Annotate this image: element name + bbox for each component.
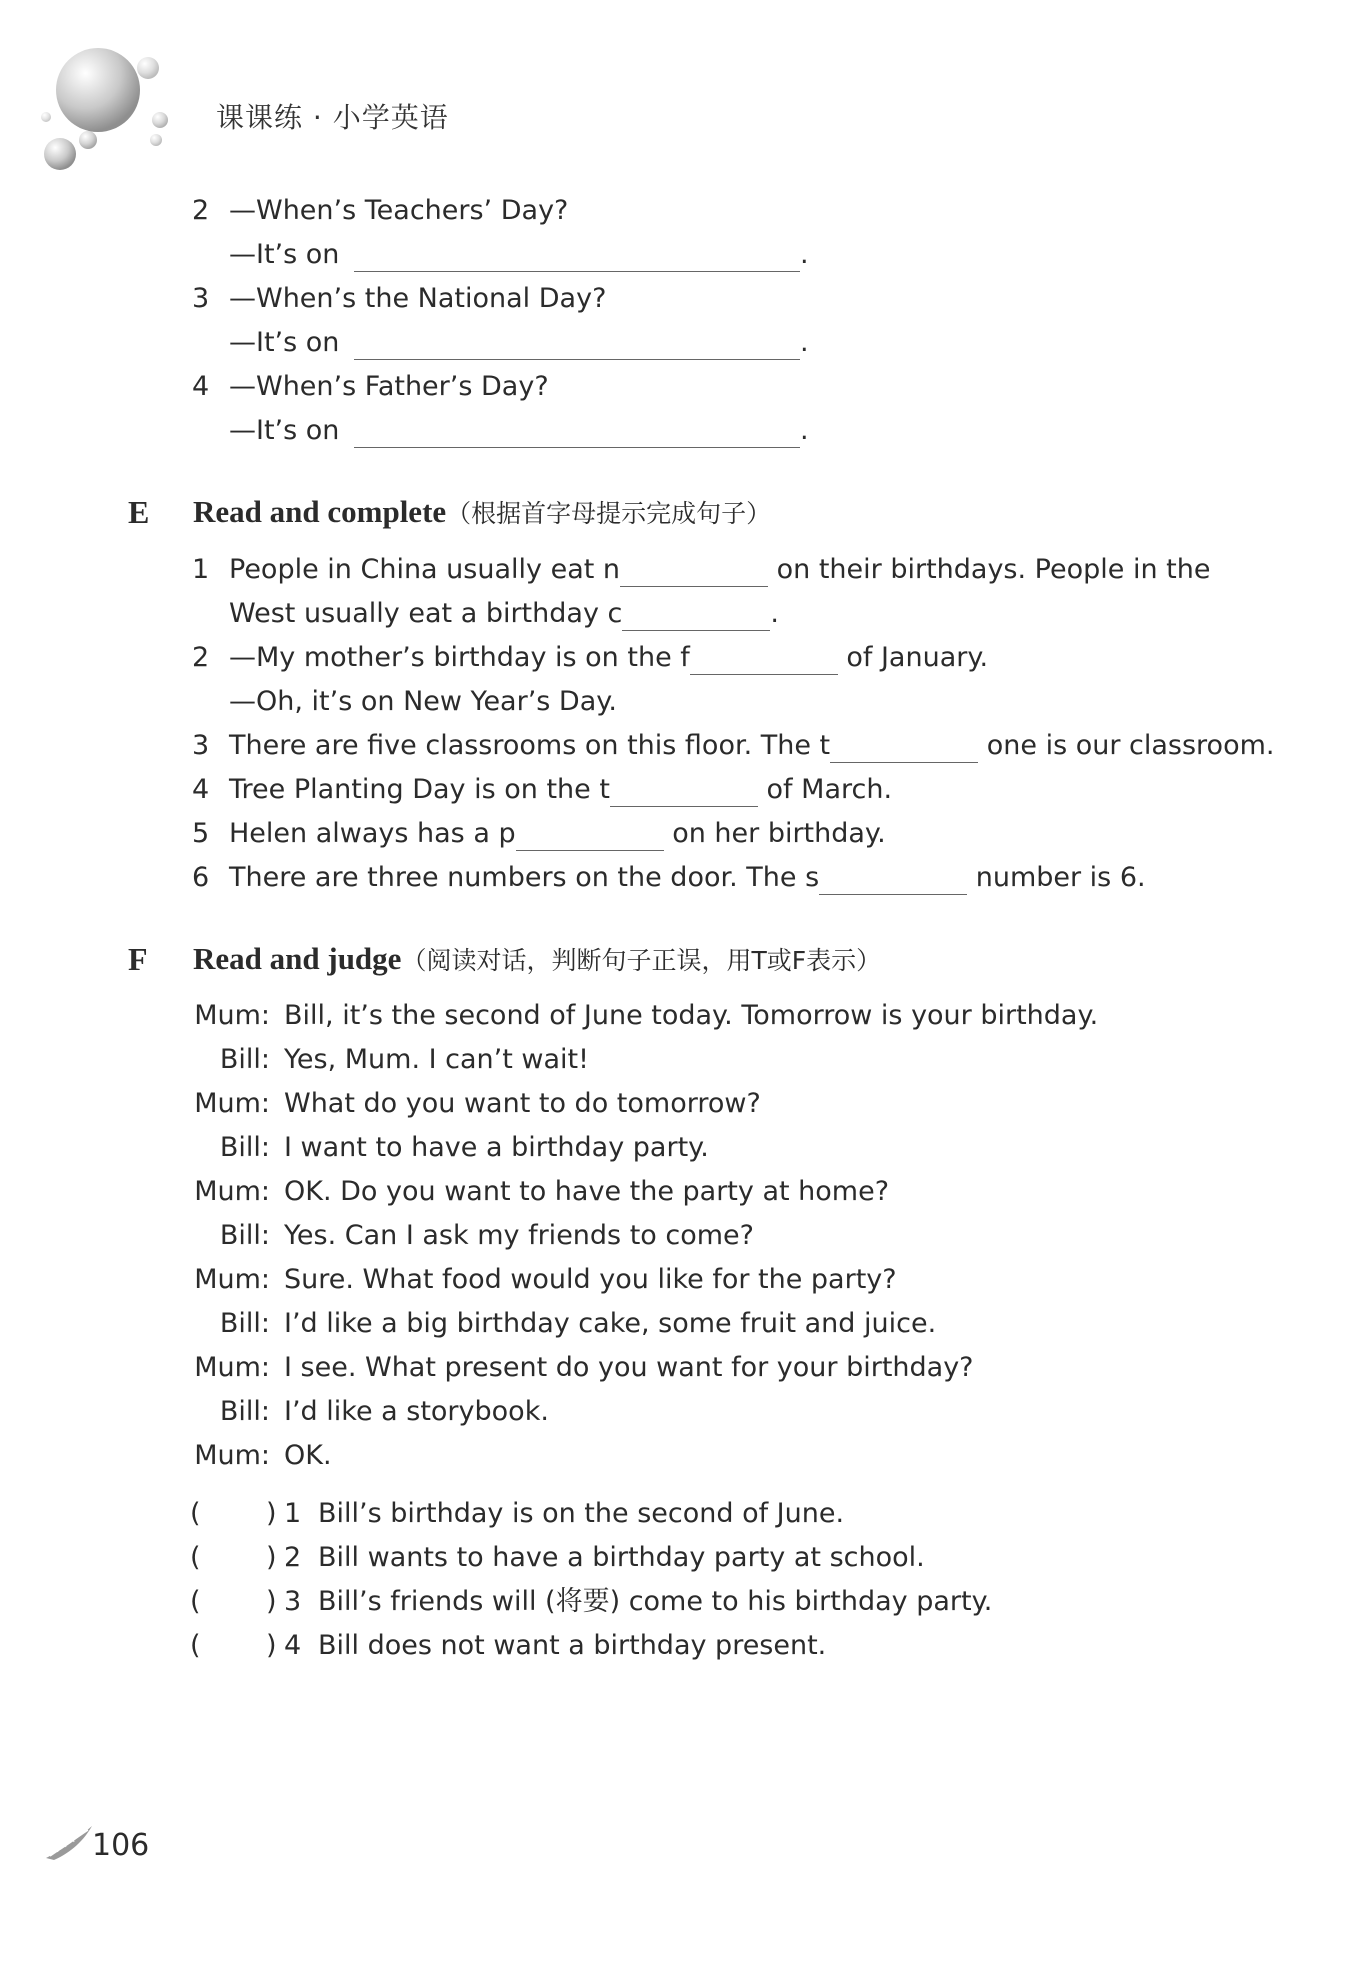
judge-4-close-paren: ) [266, 1630, 277, 1661]
d-item-4-number: 4 [192, 371, 210, 402]
answer-blank[interactable] [620, 560, 768, 587]
judge-3-number: 3 [284, 1586, 302, 1617]
judge-2-close-paren: ) [266, 1542, 277, 1573]
section-e-instruction: （根据首字母提示完成句子） [446, 499, 772, 528]
d-item-3-question: —When’s the National Day? [229, 283, 607, 314]
dialogue-line: What do you want to do tomorrow? [284, 1088, 761, 1119]
d-item-3-answer: —It’s on . [229, 327, 809, 358]
answer-blank[interactable] [610, 780, 758, 807]
dialogue-speaker: Mum: [194, 1000, 270, 1031]
dialogue-speaker: Bill: [219, 1132, 270, 1163]
judge-3-text: Bill’s friends will (将要) come to his birthday party. [318, 1586, 993, 1617]
e-item-3-number: 3 [192, 730, 210, 761]
judge-2-open-paren: ( [190, 1542, 201, 1573]
section-f-instruction: （阅读对话，判断句子正误，用T或F表示） [401, 946, 882, 975]
judge-1-close-paren: ) [266, 1498, 277, 1529]
judge-4-number: 4 [284, 1630, 302, 1661]
dialogue-speaker: Bill: [219, 1396, 270, 1427]
section-f-title: Read and judge [193, 941, 402, 976]
e-item-1-line-2: West usually eat a birthday c . [229, 598, 779, 629]
dialogue-speaker: Mum: [194, 1264, 270, 1295]
dialogue-speaker: Mum: [194, 1352, 270, 1383]
judge-4-open-paren: ( [190, 1630, 201, 1661]
answer-blank[interactable] [516, 824, 664, 851]
dialogue-speaker: Bill: [219, 1308, 270, 1339]
e-item-5-text: Helen always has a p on her birthday. [229, 818, 886, 849]
e-item-6-number: 6 [192, 862, 210, 893]
d-item-4-answer: —It’s on . [229, 415, 809, 446]
dialogue-line: Yes, Mum. I can’t wait! [284, 1044, 589, 1075]
section-f-heading [193, 939, 881, 981]
d-item-2-question: —When’s Teachers’ Day? [229, 195, 569, 226]
e-item-2-line-2: —Oh, it’s on New Year’s Day. [229, 686, 617, 717]
e-item-3-text: There are five classrooms on this floor. The t one is our classroom. [229, 730, 1275, 761]
e-item-5-number: 5 [192, 818, 210, 849]
dialogue-line: OK. [284, 1440, 332, 1471]
e-item-2-number: 2 [192, 642, 210, 673]
judge-1-text: Bill’s birthday is on the second of June. [318, 1498, 845, 1529]
answer-blank[interactable] [819, 868, 967, 895]
judge-2-number: 2 [284, 1542, 302, 1573]
judge-3-close-paren: ) [266, 1586, 277, 1617]
page-number: 106 [92, 1828, 150, 1863]
d-item-2-answer: —It’s on . [229, 239, 809, 270]
answer-blank[interactable] [354, 333, 800, 360]
judge-1-open-paren: ( [190, 1498, 201, 1529]
dialogue-line: Sure. What food would you like for the party? [284, 1264, 897, 1295]
d-item-3-number: 3 [192, 283, 210, 314]
dialogue-speaker: Mum: [194, 1176, 270, 1207]
judge-2-answer-slot[interactable] [204, 1541, 264, 1575]
answer-blank[interactable] [690, 648, 838, 675]
judge-4-answer-slot[interactable] [204, 1629, 264, 1663]
d-item-4-question: —When’s Father’s Day? [229, 371, 549, 402]
section-e-heading [193, 492, 771, 534]
judge-1-answer-slot[interactable] [204, 1497, 264, 1531]
section-f-letter: F [128, 941, 148, 977]
dialogue-line: Yes. Can I ask my friends to come? [284, 1220, 754, 1251]
d-item-2-number: 2 [192, 195, 210, 226]
dialogue-line: Bill, it’s the second of June today. Tomorrow is your birthday. [284, 1000, 1099, 1031]
dialogue-line: I see. What present do you want for your birthday? [284, 1352, 974, 1383]
section-e-title: Read and complete [193, 494, 447, 529]
dialogue-line: I want to have a birthday party. [284, 1132, 709, 1163]
e-item-1-line-1: People in China usually eat n on their birthdays. People in the [229, 554, 1211, 585]
judge-3-open-paren: ( [190, 1586, 201, 1617]
dialogue-speaker: Bill: [219, 1044, 270, 1075]
dialogue-speaker: Mum: [194, 1440, 270, 1471]
dialogue-speaker: Mum: [194, 1088, 270, 1119]
judge-3-answer-slot[interactable] [204, 1585, 264, 1619]
e-item-4-text: Tree Planting Day is on the t of March. [229, 774, 893, 805]
header-title: 课课练 · 小学英语 [216, 101, 449, 134]
feather-icon [44, 1822, 96, 1862]
dialogue-line: I’d like a big birthday cake, some fruit and juice. [284, 1308, 937, 1339]
dialogue-line: I’d like a storybook. [284, 1396, 549, 1427]
e-item-1-number: 1 [192, 554, 210, 585]
section-e-letter: E [128, 494, 150, 530]
dialogue-speaker: Bill: [219, 1220, 270, 1251]
answer-blank[interactable] [354, 245, 800, 272]
bubble-logo-icon [36, 42, 176, 172]
answer-blank[interactable] [354, 421, 800, 448]
judge-2-text: Bill wants to have a birthday party at school. [318, 1542, 925, 1573]
dialogue-line: OK. Do you want to have the party at home? [284, 1176, 890, 1207]
e-item-6-text: There are three numbers on the door. The s number is 6. [229, 862, 1146, 893]
judge-4-text: Bill does not want a birthday present. [318, 1630, 827, 1661]
judge-1-number: 1 [284, 1498, 302, 1529]
e-item-4-number: 4 [192, 774, 210, 805]
answer-blank[interactable] [830, 736, 978, 763]
answer-blank[interactable] [622, 604, 770, 631]
e-item-2-line-1: —My mother’s birthday is on the f of January. [229, 642, 989, 673]
